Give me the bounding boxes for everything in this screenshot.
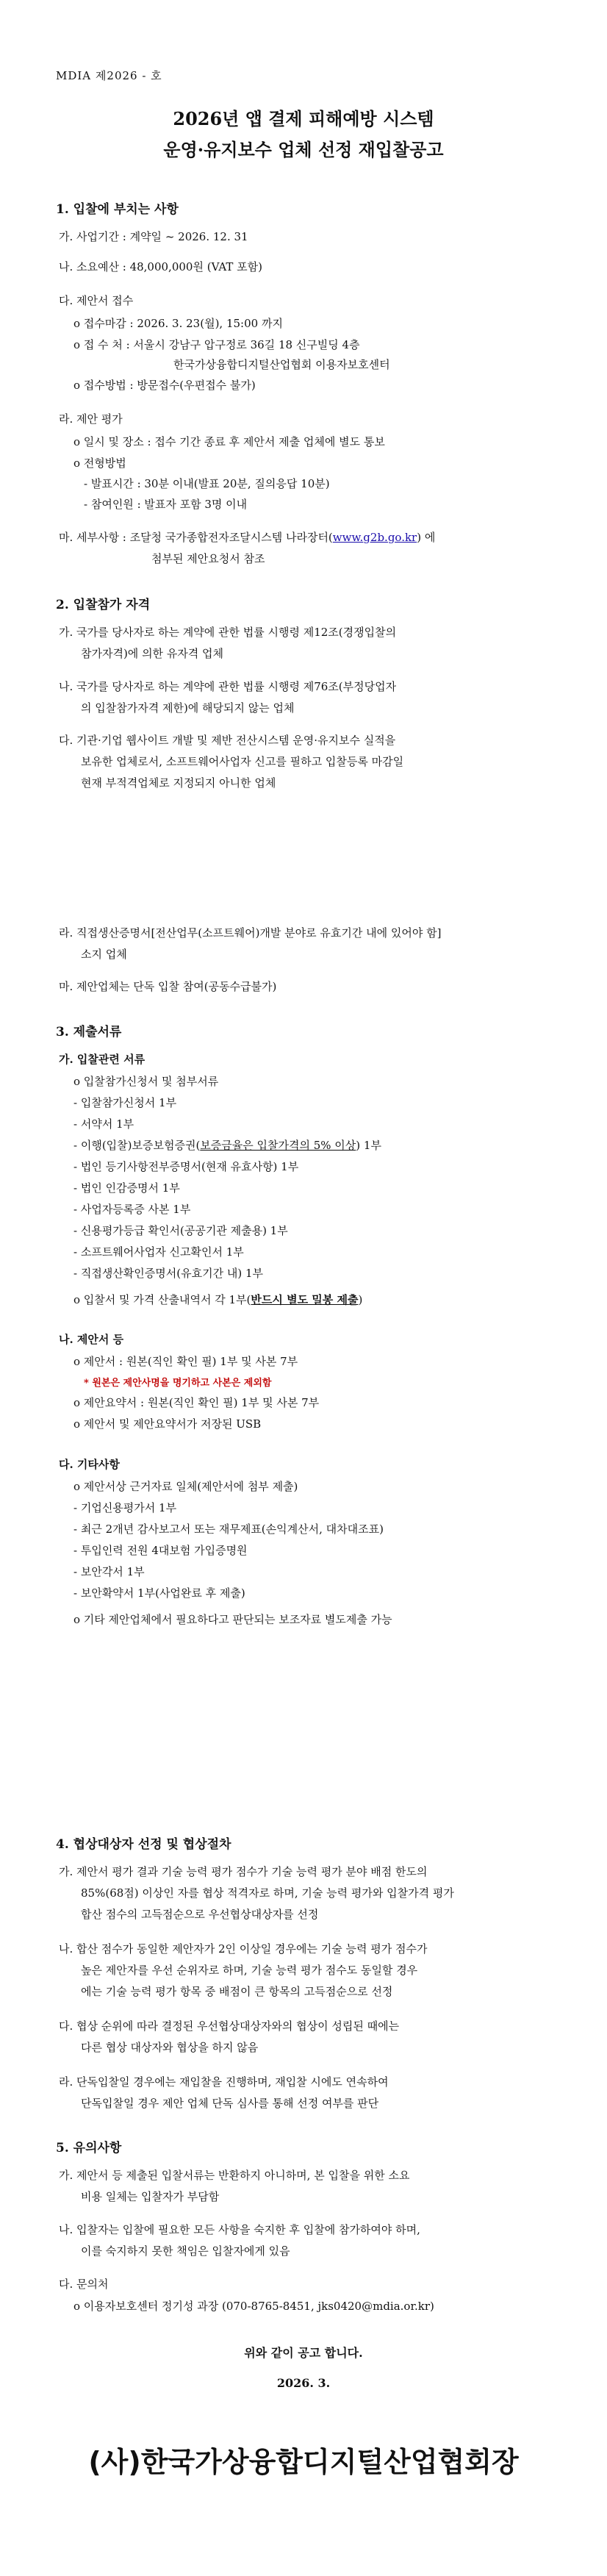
s5-da: 다. 문의처 (59, 2278, 109, 2291)
s3-da: 다. 기타사항 (59, 1458, 120, 1471)
s5-ga-2: 비용 일체는 입찰자가 부담함 (81, 2190, 220, 2203)
s3-d1: o 제안서상 근거자료 일체(제안서에 첨부 제출) (73, 1480, 298, 1493)
s1-period: 가. 사업기간 : 계약일 ~ 2026. 12. 31 (59, 230, 248, 243)
s3-n3: o 제안서 및 제안요약서가 저장된 USB (73, 1417, 262, 1431)
s4-ra-2: 단독입찰일 경우 제안 업체 단독 심사를 통해 선정 여부를 판단 (81, 2097, 379, 2110)
s1-details-2: 첨부된 제안요청서 참조 (151, 552, 265, 565)
s3-d7: o 기타 제안업체에서 필요하다고 판단되는 보조자료 별도제출 가능 (73, 1613, 392, 1626)
s2-ga-2: 참가자격)에 의한 유자격 업체 (81, 647, 224, 660)
section-1-heading: 1. 입찰에 부치는 사항 (56, 202, 179, 217)
s1-eval-time: - 발표시간 : 30분 이내(발표 20분, 질의응답 10분) (84, 477, 330, 490)
s3-g2: - 입찰참가신청서 1부 (73, 1096, 177, 1109)
s1-submission: 다. 제안서 접수 (59, 294, 134, 307)
s5-contact: o 이용자보호센터 정기성 과장 (070-8765-8451, jks0420@mdia.or.kr) (73, 2300, 434, 2313)
s3-g3: - 서약서 1부 (73, 1117, 134, 1131)
s2-ma: 마. 제안업체는 단독 입찰 참여(공동수급불가) (59, 980, 277, 993)
title-line-1: 2026년 앱 결제 피해예방 시스템 (173, 108, 434, 129)
s3-n-note: * 원본은 제안사명을 명기하고 사본은 제외함 (84, 1378, 272, 1389)
s1-address-org: 한국가상융합디지털산업협회 이용자보호센터 (173, 358, 390, 371)
s3-d4: - 투입인력 전원 4대보험 가입증명원 (73, 1544, 248, 1557)
s4-da-1: 다. 협상 순위에 따라 결정된 우선협상대상자와의 협상이 성립된 때에는 (59, 2019, 400, 2033)
s3-na: 나. 제안서 등 (59, 1333, 124, 1346)
s2-da-3: 현재 부적격업체로 지정되지 아니한 업체 (81, 776, 276, 790)
s4-ga-2: 85%(68점) 이상인 자를 협상 적격자로 하며, 기술 능력 평가와 입찰가격 평가 (81, 1886, 454, 1900)
signature-organization: (사)한국가상융합디지털산업협회장 (88, 2446, 519, 2478)
document-number: MDIA 제2026 - 호 (56, 69, 162, 82)
s3-g7: - 사업자등록증 사본 1부 (73, 1203, 191, 1216)
s4-da-2: 다른 협상 대상자와 협상을 하지 않음 (81, 2041, 259, 2054)
s5-na-1: 나. 입찰자는 입찰에 필요한 모든 사항을 숙지한 후 입찰에 참가하여야 하며, (59, 2223, 420, 2236)
s1-deadline: o 접수마감 : 2026. 3. 23(월), 15:00 까지 (73, 317, 283, 330)
s3-d2: - 기업신용평가서 1부 (73, 1501, 177, 1514)
s3-g9: - 소프트웨어사업자 신고확인서 1부 (73, 1245, 244, 1259)
section-4-heading: 4. 협상대상자 선정 및 협상절차 (56, 1837, 231, 1852)
s5-na-2: 이를 숙지하지 못한 책임은 입찰자에게 있음 (81, 2244, 290, 2258)
s2-na-1: 나. 국가를 당사자로 하는 계약에 관한 법률 시행령 제76조(부정당업자 (59, 680, 397, 693)
s2-ra-2: 소지 업체 (81, 948, 127, 961)
s3-n2: o 제안요약서 : 원본(직인 확인 필) 1부 및 사본 7부 (73, 1396, 320, 1409)
s4-ga-3: 합산 점수의 고득점순으로 우선협상대상자를 선정 (81, 1908, 319, 1921)
s5-ga-1: 가. 제안서 등 제출된 입찰서류는 반환하지 아니하며, 본 입찰을 위한 소요 (59, 2169, 410, 2182)
s3-g6: - 법인 인감증명서 1부 (73, 1181, 180, 1195)
section-3-heading: 3. 제출서류 (56, 1025, 122, 1040)
s2-da-1: 다. 기관·기업 웹사이트 개발 및 제반 전산시스템 운영·유지보수 실적을 (59, 734, 396, 747)
s3-n1: o 제안서 : 원본(직인 확인 필) 1부 및 사본 7부 (73, 1355, 298, 1368)
s3-g8: - 신용평가등급 확인서(공공기관 제출용) 1부 (73, 1224, 288, 1237)
s1-budget: 나. 소요예산 : 48,000,000원 (VAT 포함) (59, 260, 263, 273)
s1-method: o 접수방법 : 방문접수(우편접수 불가) (73, 379, 256, 392)
s3-ga: 가. 입찰관련 서류 (59, 1053, 146, 1066)
s4-ra-1: 라. 단독입찰일 경우에는 재입찰을 진행하며, 재입찰 시에도 연속하여 (59, 2075, 389, 2089)
section-5-heading: 5. 유의사항 (56, 2141, 122, 2155)
s3-g1: o 입찰참가신청서 및 첨부서류 (73, 1075, 219, 1088)
s3-d3: - 최근 2개년 감사보고서 또는 재무제표(손익계산서, 대차대조표) (73, 1523, 384, 1536)
s1-eval-people: - 참여인원 : 발표자 포함 3명 이내 (84, 498, 248, 511)
s1-eval-date: o 일시 및 장소 : 접수 기간 종료 후 제안서 제출 업체에 별도 통보 (73, 435, 385, 448)
s4-na-3: 에는 기술 능력 평가 항목 중 배점이 큰 항목의 고득점순으로 선정 (81, 1985, 393, 1998)
s3-d6: - 보안확약서 1부(사업완료 후 제출) (73, 1586, 245, 1600)
s1-evaluation: 라. 제안 평가 (59, 412, 123, 426)
s1-eval-method: o 전형방법 (73, 457, 126, 470)
closing-statement: 위와 같이 공고 합니다. (244, 2346, 363, 2360)
s3-g5: - 법인 등기사항전부증명서(현재 유효사항) 1부 (73, 1160, 299, 1173)
g2b-link[interactable]: www.g2b.go.kr (332, 531, 417, 544)
s2-ga-1: 가. 국가를 당사자로 하는 계약에 관한 법률 시행령 제12조(경쟁입찰의 (59, 626, 397, 639)
s2-na-2: 의 입찰참가자격 제한)에 해당되지 않는 업체 (81, 701, 295, 715)
s3-d5: - 보안각서 1부 (73, 1565, 145, 1578)
s3-g10: - 직접생산확인증명서(유효기간 내) 1부 (73, 1267, 263, 1280)
s3-g4: - 이행(입찰)보증보험증권(보증금율은 입찰가격의 5% 이상) 1부 (73, 1139, 381, 1152)
s1-address: o 접 수 처 : 서울시 강남구 압구정로 36길 18 신구빌딩 4층 (73, 338, 360, 351)
s4-na-2: 높은 제안자를 우선 순위자로 하며, 기술 능력 평가 점수도 동일할 경우 (81, 1964, 418, 1977)
s4-ga-1: 가. 제안서 평가 결과 기술 능력 평가 점수가 기술 능력 평가 분야 배점 한도의 (59, 1865, 428, 1878)
title-line-2: 운영·유지보수 업체 선정 재입찰공고 (163, 139, 444, 160)
s2-da-2: 보유한 업체로서, 소프트웨어사업자 신고를 필하고 입찰등록 마감일 (81, 755, 404, 768)
section-2-heading: 2. 입찰참가 자격 (56, 598, 151, 612)
s1-details: 마. 세부사항 : 조달청 국가종합전자조달시스템 나라장터(www.g2b.go.kr) 에 (59, 531, 436, 544)
s3-g11: o 입찰서 및 가격 산출내역서 각 1부(반드시 별도 밀봉 제출) (73, 1293, 363, 1306)
s4-na-1: 나. 합산 점수가 동일한 제안자가 2인 이상일 경우에는 기술 능력 평가 점수가 (59, 1942, 428, 1956)
notice-date: 2026. 3. (276, 2376, 331, 2390)
s2-ra-1: 라. 직접생산증명서[전산업무(소프트웨어)개발 분야로 유효기간 내에 있어야 함] (59, 926, 442, 940)
